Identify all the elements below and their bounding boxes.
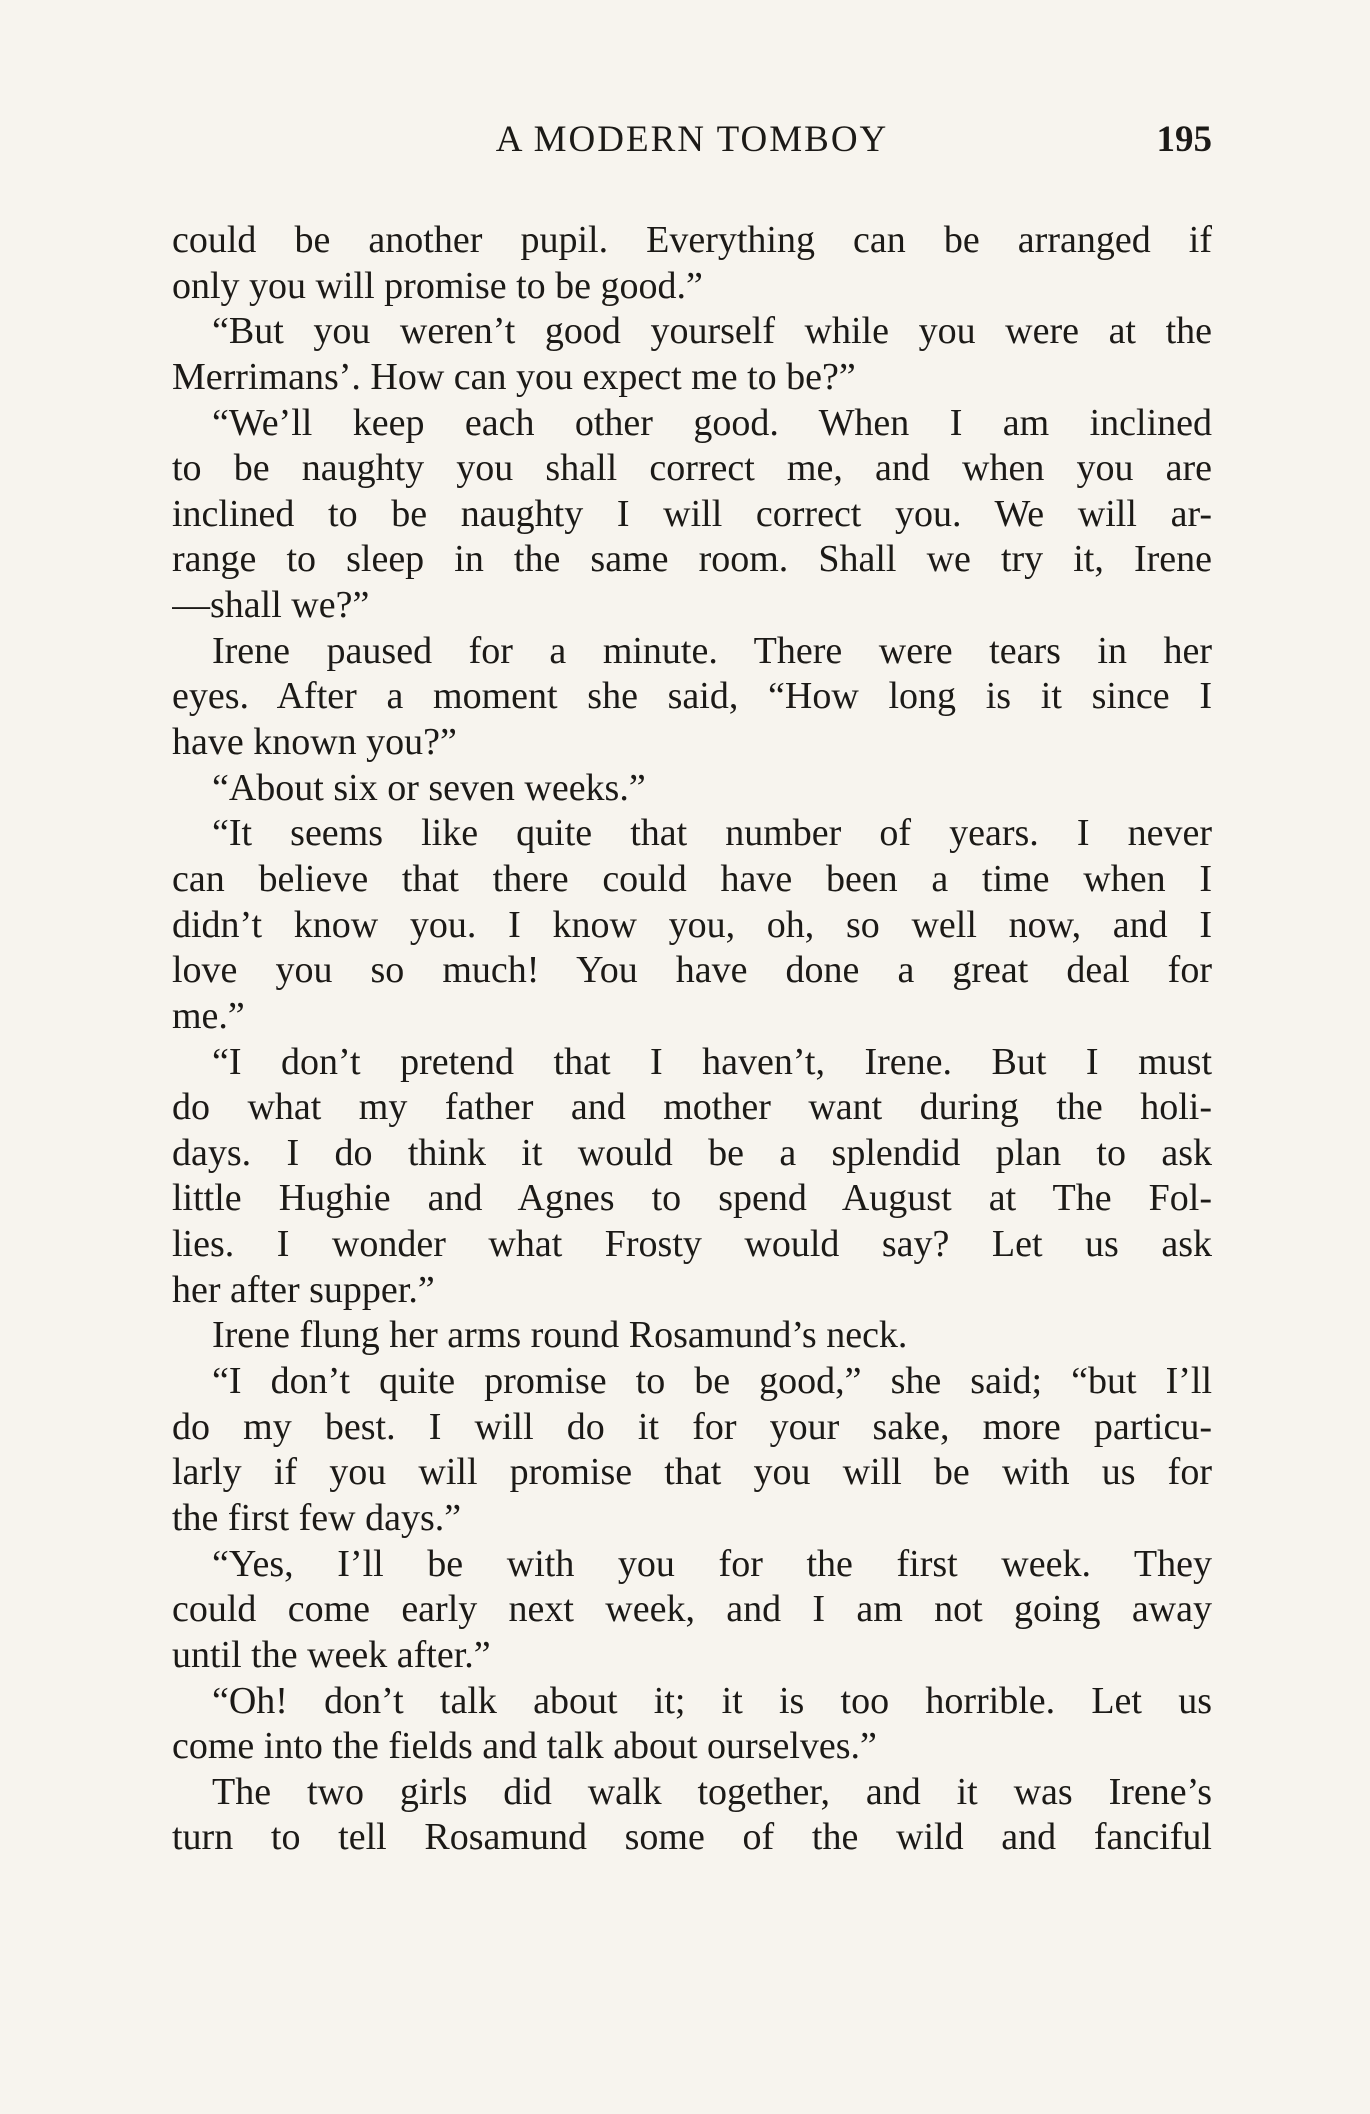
text-line: only you will promise to be good.” <box>172 264 703 307</box>
text-line: lies. I wonder what Frosty would say? Let us ask <box>172 1223 1212 1266</box>
text-line: “Yes, I’ll be with you for the first week. They <box>212 1542 1212 1585</box>
text-line: “About six or seven weeks.” <box>212 766 646 809</box>
text-line: love you so much! You have done a great deal for <box>172 949 1212 992</box>
text-line: have known you?” <box>172 721 457 764</box>
text-line: “It seems like quite that number of years. I never <box>212 812 1212 855</box>
running-title: A MODERN TOMBOY <box>495 119 889 160</box>
text-line: “I don’t quite promise to be good,” she said; “but I’ll <box>212 1360 1212 1403</box>
text-line: do my best. I will do it for your sake, more particu- <box>172 1405 1212 1448</box>
page-header <box>172 118 1212 168</box>
text-line: larly if you will promise that you will be with us for <box>172 1451 1212 1494</box>
text-line: “But you weren’t good yourself while you were at the <box>212 310 1212 353</box>
text-line: could be another pupil. Everything can be arranged if <box>172 219 1212 261</box>
text-line: eyes. After a moment she said, “How long is it since I <box>172 675 1212 718</box>
text-line: her after supper.” <box>172 1268 435 1311</box>
text-line: little Hughie and Agnes to spend August at The Fol- <box>172 1177 1212 1220</box>
text-line: Merrimans’. How can you expect me to be?” <box>172 355 856 398</box>
text-line: range to sleep in the same room. Shall we try it, Irene <box>172 538 1212 581</box>
page-number: 195 <box>1156 119 1212 160</box>
text-line: The two girls did walk together, and it was Irene’s <box>212 1770 1212 1813</box>
text-line: “We’ll keep each other good. When I am inclined <box>212 401 1212 444</box>
text-line: until the week after.” <box>172 1633 491 1676</box>
text-line: inclined to be naughty I will correct you. We will ar- <box>172 492 1212 535</box>
text-line: “I don’t pretend that I haven’t, Irene. But I must <box>212 1040 1212 1083</box>
text-line: can believe that there could have been a time when I <box>172 857 1212 900</box>
body-text <box>172 218 1212 1861</box>
text-line: do what my father and mother want during the holi- <box>172 1086 1212 1129</box>
text-line: me.” <box>172 994 245 1037</box>
text-line: Irene paused for a minute. There were tears in her <box>212 629 1212 672</box>
text-line: didn’t know you. I know you, oh, so well now, and I <box>172 903 1212 946</box>
text-line: “Oh! don’t talk about it; it is too horrible. Let us <box>212 1679 1212 1722</box>
text-line: could come early next week, and I am not going away <box>172 1588 1212 1631</box>
text-line: days. I do think it would be a splendid plan to ask <box>172 1131 1212 1174</box>
text-line: the first few days.” <box>172 1496 462 1539</box>
text-line: to be naughty you shall correct me, and when you are <box>172 447 1212 490</box>
text-line: Irene flung her arms round Rosamund’s neck. <box>212 1314 908 1357</box>
text-line: turn to tell Rosamund some of the wild and fanciful <box>172 1816 1212 1859</box>
text-line: —shall we?” <box>172 584 370 627</box>
text-line: come into the fields and talk about ourselves.” <box>172 1725 877 1768</box>
